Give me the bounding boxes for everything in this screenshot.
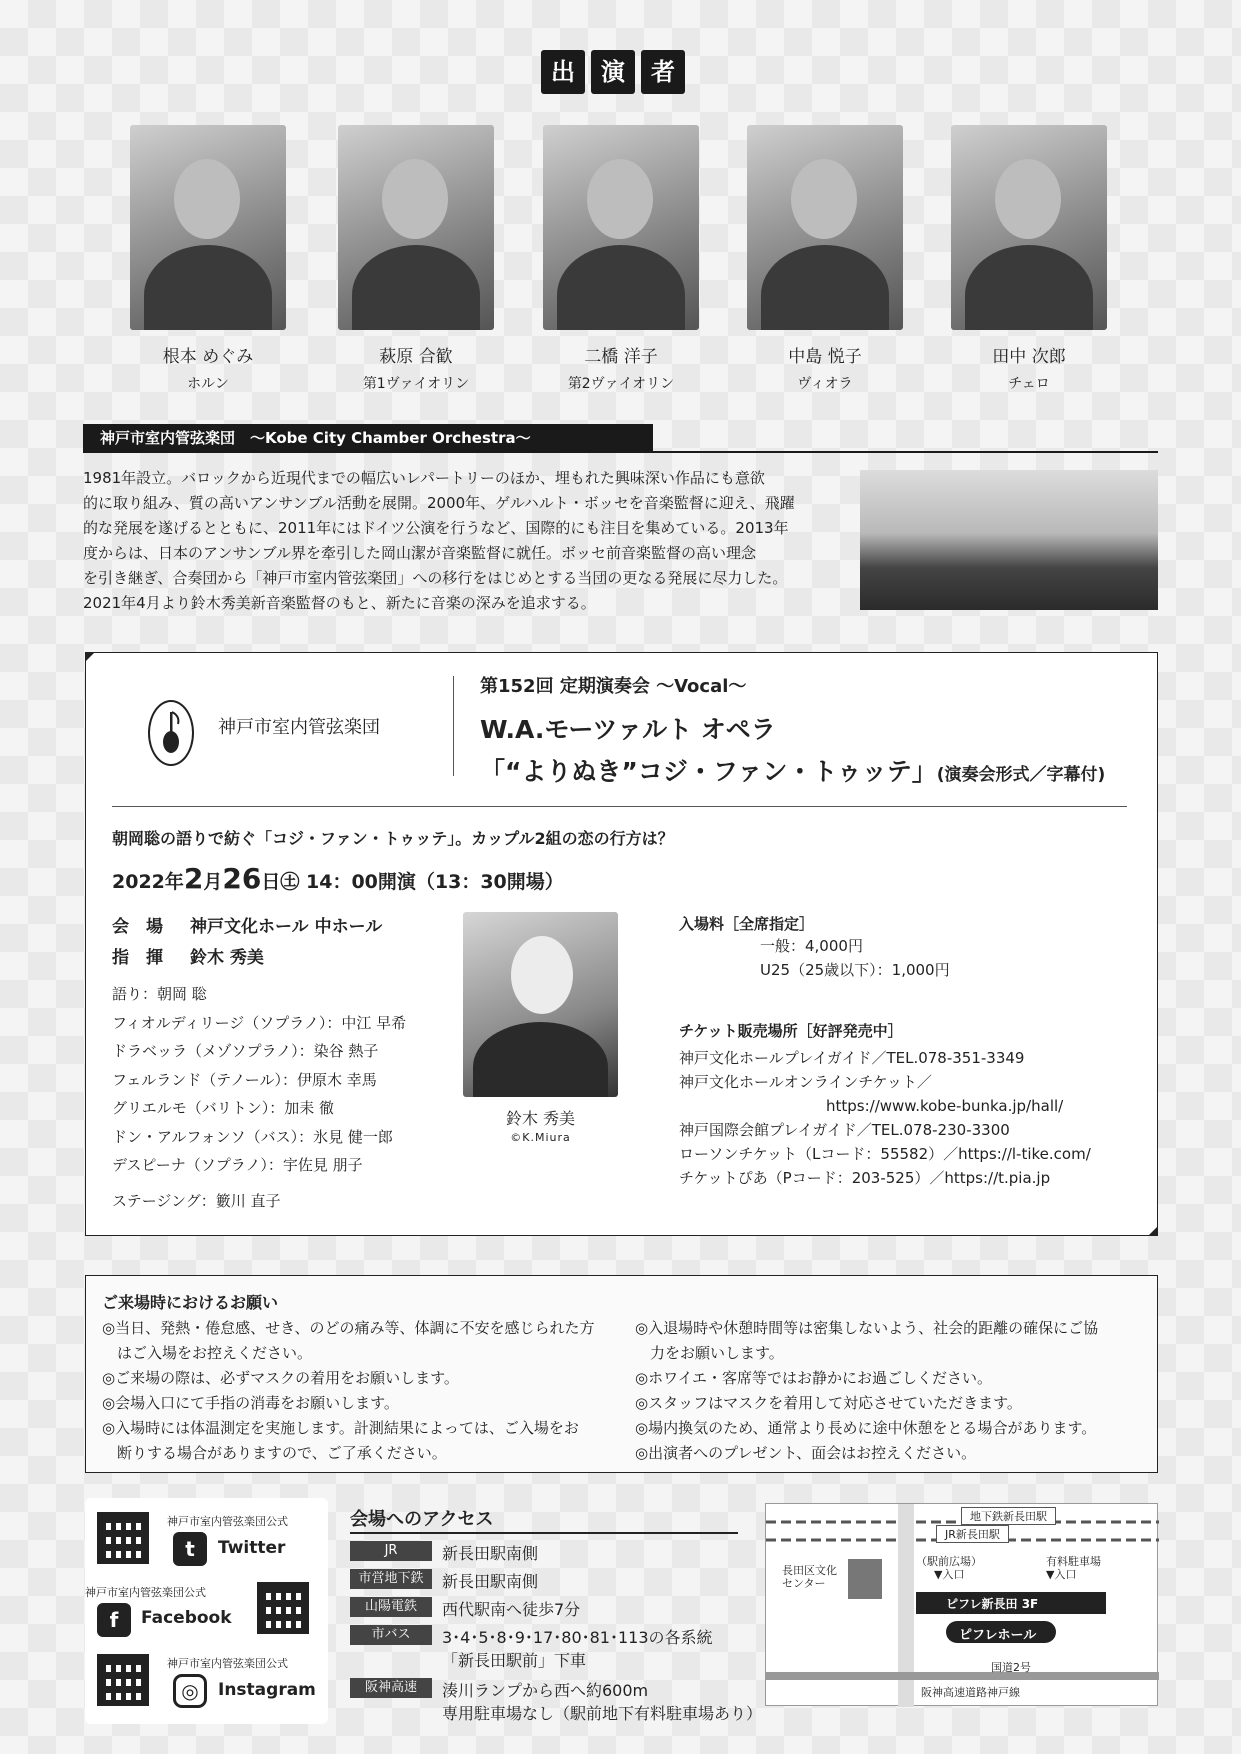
access-row: 市バス 3･4･5･8･9･17･80･81･113の各系統 「新長田駅前」下車 [350,1625,713,1671]
qr-code[interactable] [97,1654,149,1706]
facebook-icon[interactable]: f [97,1603,131,1637]
orchestra-photo [860,470,1158,610]
performer [951,125,1107,393]
instagram-link[interactable]: Instagram [218,1680,316,1700]
concert-title: W.A.モーツァルト オペラ [480,715,776,744]
notice-right: ◎入退場時や休憩時間等は密集しないよう、社会的距離の確保にご協 力をお願いします。 ◎ホワイエ・客席等ではお静かにお過ごしください。 ◎スタッフはマスクを着用して対応させていただきます。 ◎場内換気のため、通常より長めに途中休憩をとる場合があります。 ◎出演者へのプレゼント、面会はお控えください。 [635,1319,1099,1462]
concert-subtitle: 「“よりぬき”コジ・ファン・トゥッテ」(演奏会形式／字幕付) [480,757,1106,786]
concert-series: 第152回 定期演奏会 ～Vocal～ [480,676,747,697]
access-heading: 会場へのアクセス [350,1509,494,1530]
performer-name: 田中 次郎 [992,347,1066,367]
divider [453,676,454,776]
divider [83,451,1158,453]
orchestra-logo [148,700,194,766]
performer-photo [338,125,494,330]
facebook-link[interactable]: Facebook [141,1608,232,1628]
performer-name: 中島 悦子 [788,347,862,367]
conductor-caption: 鈴木 秀美 [505,1109,576,1128]
qr-code[interactable] [97,1512,149,1564]
twitter-icon[interactable]: t [173,1532,207,1566]
performer-photo [747,125,903,330]
performer-role: 第1ヴァイオリン [362,376,470,392]
photo-credit: ©K.Miura [510,1131,571,1144]
access-row: 山陽電鉄 西代駅南へ徒歩7分 [350,1597,580,1620]
performer-name: 根本 めぐみ [162,347,254,367]
performer-photo [951,125,1107,330]
sns-panel: 神戸市室内管弦楽団公式 t Twitter 神戸市室内管弦楽団公式 f Facebook 神戸市室内管弦楽団公式 ◎ Instagram [85,1498,328,1724]
organization-name: 神戸市室内管弦楽団 [218,717,380,738]
access-row: JR 新長田駅南側 [350,1541,538,1564]
fee-heading: 入場料［全席指定］ [679,915,815,933]
performers-heading [541,50,685,94]
venue: 神戸文化ホール 中ホール [190,917,383,937]
performer-photo [543,125,699,330]
ticket-heading: チケット販売場所［好評発売中］ [679,1022,903,1040]
conductor-photo [463,912,618,1097]
notice-left: ◎当日、発熱・倦怠感、せき、のどの痛み等、体調に不安を感じられた方 はご入場をお控えください。 ◎ご来場の際は、必ずマスクの着用をお願いします。 ◎会場入口にて手指の消毒をお願いします。 ◎入場時には体温測定を実施します。計測結果によっては、ご入場をお 断りする場合がありますので、ご了承ください。 [102,1319,595,1462]
conductor-name: 鈴木 秀美 [190,948,264,968]
performer-name: 萩原 合歓 [379,347,453,367]
twitter-link[interactable]: Twitter [218,1538,286,1558]
performer-role: ヴィオラ [797,376,853,392]
concert-date: 2022年2月26日㊏ 14：00開演（13：30開場） [112,862,564,895]
fee-general: 一般：4,000円 [760,937,863,955]
performer-role: ホルン [187,376,229,392]
performer [130,125,286,393]
heading-char: 演 [591,50,635,94]
conductor-label: 指 揮 [112,948,163,968]
ticket-outlets: 神戸文化ホールプレイガイド／TEL.078-351-3349 神戸文化ホールオンラインチケット／ https://www.kobe-bunka.jp/hall/ 神戸国際会館プレイガイド／TEL.078-230-3300 ローソンチケット（Lコード：55582）／https://l-tike.com/ チケットぴあ（Pコード：203-525）／https://t.pia.jp [679,1049,1091,1187]
catchphrase: 朝岡聡の語りで紡ぐ「コジ・ファン・トゥッテ」。カップル2組の恋の行方は？ [112,829,674,848]
access-row: 市営地下鉄 新長田駅南側 [350,1569,538,1592]
corner-mark [1148,1226,1158,1236]
performer-name: 二橋 洋子 [584,347,658,367]
orchestra-profile: 1981年設立。バロックから近現代までの幅広いレパートリーのほか、埋もれた興味深い作品にも意欲 的に取り組み、質の高いアンサンブル活動を展開。2000年、ゲルハルト・ボッセを音楽監督に迎え、飛躍 的な発展を遂げるとともに、2011年にはドイツ公演を行うなど、国際的にも注目を集めている。2013年 度からは、日本のアンサンブル界を牽引した岡山潔が音楽監督に就任。ボッセ前音楽監督の高い理念 を引き継ぎ、合奏団から「神戸市室内管弦楽団」への移行をはじめとする当団の更なる発展に尽力した。 2021年4月より鈴木秀美新音楽監督のもと、新たに音楽の深みを追求する。 [83,469,795,612]
venue-label: 会 場 [112,917,163,937]
performer [747,125,903,393]
heading-char: 者 [641,50,685,94]
heading-char: 出 [541,50,585,94]
corner-mark [85,652,95,662]
qr-code[interactable] [257,1582,309,1634]
access-row: 阪神高速 湊川ランプから西へ約600m 専用駐車場なし（駅前地下有料駐車場あり） [350,1678,762,1724]
cast-list: 語り：朝岡 聡 フィオルディリージ（ソプラノ）：中江 早希 ドラベッラ（メゾソプラノ）：染谷 熱子 フェルランド（テノール）：伊原木 幸馬 グリエルモ（バリトン）：加耒 徹 ドン・アルフォンソ（バス）：氷見 健一郎 デスピーナ（ソプラノ）：宇佐見 朋子 [112,985,407,1174]
notice-heading: ご来場時におけるお願い [102,1293,279,1312]
access-map: 地下鉄新長田駅 JR新長田駅 （駅前広場） ▼入口 有料駐車場 ▼入口 長田区文化センター ピフレ新長田 3F ピフレホール 国道2号 阪神高速道路神戸線 [765,1503,1158,1706]
notice-box [85,1275,1158,1473]
orchestra-heading: 神戸市室内管弦楽団 ～Kobe City Chamber Orchestra～ [83,424,653,452]
divider [112,806,1127,807]
staging: ステージング：籔川 直子 [112,1192,281,1210]
instagram-icon[interactable]: ◎ [173,1674,207,1708]
performer-photo [130,125,286,330]
fee-u25: U25（25歳以下）：1,000円 [760,961,950,979]
performer-role: チェロ [1008,376,1050,392]
performer [338,125,494,393]
performer-role: 第2ヴァイオリン [567,376,675,392]
performer [543,125,699,393]
divider [350,1532,738,1534]
